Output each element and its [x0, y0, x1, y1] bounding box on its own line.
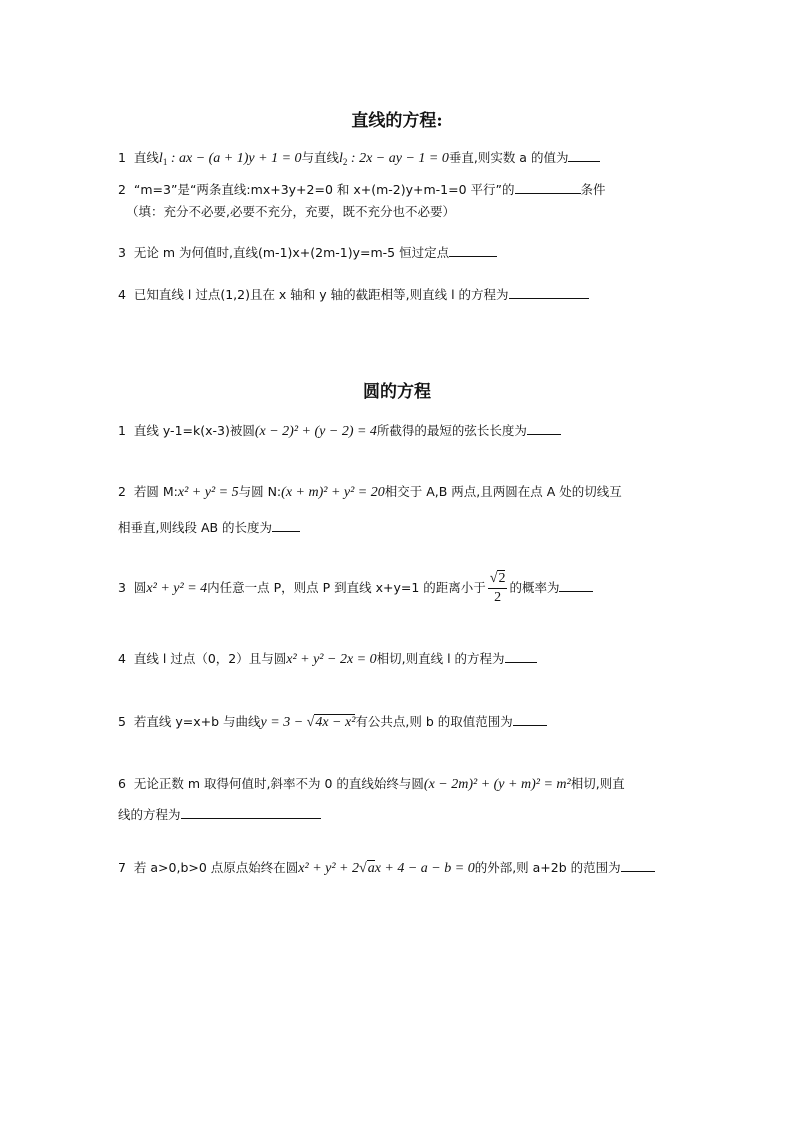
math-eq2: (x + m)² + y² = 20	[281, 485, 385, 500]
fraction-sqrt2-over-2: $\frac{√2}{2}$	[489, 571, 506, 605]
math-eq: x² + y² = 4	[146, 581, 208, 596]
question-number: 2	[118, 484, 126, 499]
section-title-circles: 圆的方程	[363, 382, 431, 402]
question-text: 若圆 M:	[133, 484, 178, 499]
question-2-2	[118, 482, 622, 503]
question-text: 的外部,则 a+2b 的范围为	[474, 860, 621, 875]
math-eq: x² + y² + 2√ax + 4 − a − b = 0	[298, 861, 475, 876]
question-text: 所截得的最短的弦长长度为	[376, 423, 527, 438]
question-text: 与直线	[301, 150, 340, 165]
question-text: 相交于 A,B 两点,且两圆在点 A 处的切线互	[384, 484, 622, 499]
question-text: 内任意一点 P，则点 P 到直线 x+y=1 的距离小于	[207, 580, 486, 595]
question-number: 1	[118, 423, 126, 438]
math-eq1: : ax − (a + 1)y + 1 = 0	[167, 151, 302, 166]
answer-blank[interactable]	[513, 712, 547, 726]
math-eq: x² + y² − 2x = 0	[286, 652, 377, 667]
question-text: 相垂直,则线段 AB 的长度为	[118, 520, 273, 535]
question-text: 的概率为	[509, 580, 560, 595]
answer-blank[interactable]	[515, 180, 581, 194]
question-text: 若直线 y=x+b 与曲线	[133, 714, 261, 729]
question-text: 已知直线 l 过点(1,2)且在 x 轴和 y 轴的截距相等,则直线 l 的方程为	[133, 287, 509, 302]
math-eq: (x − 2)² + (y − 2) = 4	[254, 424, 377, 439]
question-number: 3	[118, 580, 126, 595]
question-2-5	[118, 712, 547, 733]
question-number: 2	[118, 182, 126, 197]
question-text: 直线	[133, 150, 159, 165]
question-number: 5	[118, 714, 126, 729]
question-number: 4	[118, 651, 126, 666]
question-text: “m=3”是“两条直线:mx+3y+2=0 和 x+(m-2)y+m-1=0 平行”的	[133, 182, 515, 197]
question-2-3	[118, 568, 593, 609]
question-number: 6	[118, 776, 126, 791]
answer-blank[interactable]	[568, 148, 600, 162]
question-text: 线的方程为	[118, 807, 181, 822]
question-2-6	[118, 774, 625, 795]
math-eq: y = 3 − √4x − x²	[260, 715, 356, 730]
question-text: 条件	[580, 182, 606, 197]
question-text: 与圆 N:	[238, 484, 282, 499]
question-text: 有公共点,则 b 的取值范围为	[355, 714, 513, 729]
question-text: 圆	[133, 580, 147, 595]
question-2-2-line2	[118, 518, 300, 538]
math-l1: $l_1$	[158, 151, 168, 167]
question-text: 无论 m 为何值时,直线(m-1)x+(2m-1)y=m-5 恒过定点	[133, 245, 450, 260]
question-2-4	[118, 649, 537, 670]
question-1-2-hint: （填：充分不必要,必要不充分，充要，既不充分也不必要）	[126, 204, 455, 219]
question-2-7	[118, 858, 655, 879]
question-number: 7	[118, 860, 126, 875]
question-text: 直线 l 过点（0，2）且与圆	[133, 651, 287, 666]
question-1-3	[118, 243, 497, 263]
answer-blank[interactable]	[505, 649, 537, 663]
answer-blank[interactable]	[509, 285, 589, 299]
question-number: 4	[118, 287, 126, 302]
question-text: 直线 y-1=k(x-3)被圆	[133, 423, 255, 438]
question-text: 相切,则直	[570, 776, 625, 791]
math-eq: (x − 2m)² + (y + m)² = m²	[423, 777, 571, 792]
question-number: 3	[118, 245, 126, 260]
math-l2: $l_2$	[339, 151, 348, 167]
question-1-4	[118, 285, 589, 305]
math-eq1: x² + y² = 5	[177, 485, 239, 500]
answer-blank[interactable]	[559, 578, 593, 592]
question-text: 无论正数 m 取得何值时,斜率不为 0 的直线始终与圆	[133, 776, 424, 791]
question-1-1	[118, 148, 600, 172]
question-text: 相切,则直线 l 的方程为	[376, 651, 505, 666]
question-2-6-line2	[118, 805, 321, 825]
question-number: 1	[118, 150, 126, 165]
answer-blank[interactable]	[621, 858, 655, 872]
question-text: 垂直,则实数 a 的值为	[448, 150, 569, 165]
section-title-lines: 直线的方程:	[351, 111, 443, 131]
question-2-1	[118, 421, 561, 442]
math-eq2: : 2x − ay − 1 = 0	[347, 151, 449, 166]
answer-blank[interactable]	[181, 805, 321, 819]
question-text: 若 a>0,b>0 点原点始终在圆	[133, 860, 299, 875]
question-1-2	[118, 180, 606, 200]
answer-blank[interactable]	[527, 421, 561, 435]
answer-blank[interactable]	[272, 518, 300, 532]
answer-blank[interactable]	[449, 243, 497, 257]
